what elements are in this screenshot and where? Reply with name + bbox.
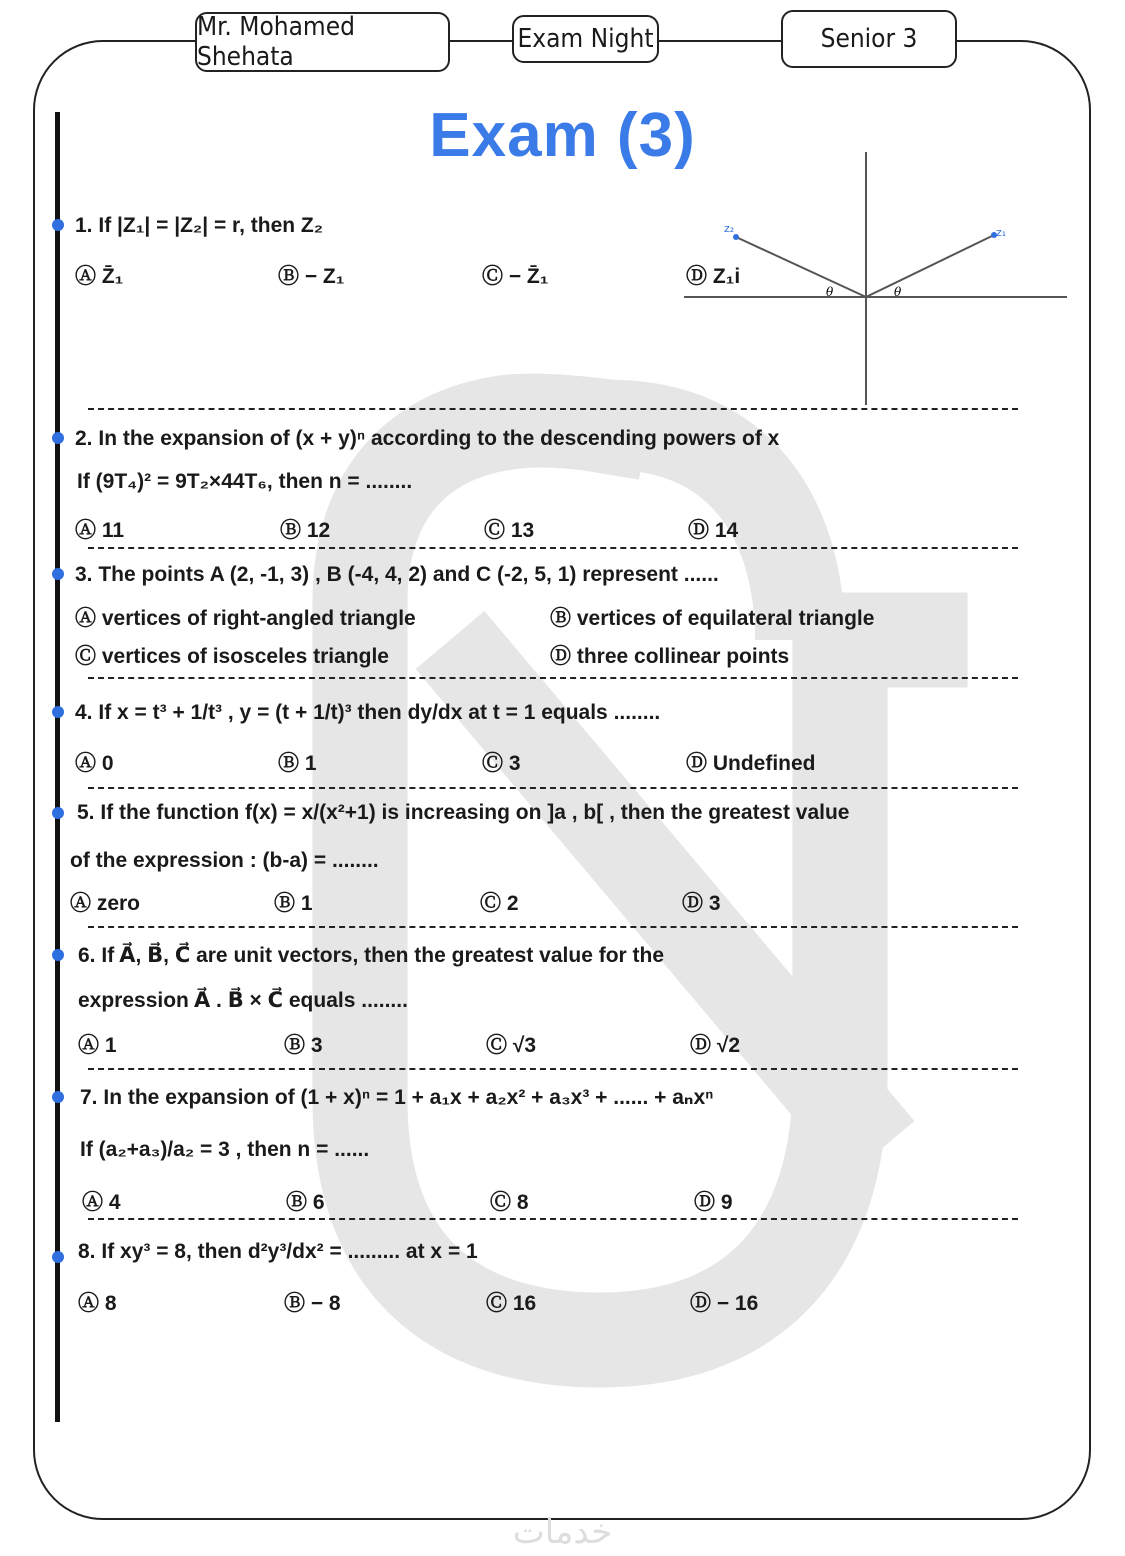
divider [88,1218,1018,1220]
label-z2: z₂ [724,222,735,235]
option-a[interactable]: Ⓐ vertices of right-angled triangle [75,607,416,630]
left-margin-line [55,112,60,1422]
option-c[interactable]: Ⓒ − Z̄₁ [482,265,549,288]
option-c[interactable]: Ⓒ 8 [490,1191,529,1214]
option-c[interactable]: Ⓒ vertices of isosceles triangle [75,645,389,668]
bullet [52,807,64,819]
option-c[interactable]: Ⓒ 2 [480,892,519,915]
option-d[interactable]: Ⓓ 14 [688,519,739,542]
option-b[interactable]: Ⓑ 12 [280,519,331,542]
divider [88,787,1018,789]
label-z1: z₁ [996,226,1007,239]
option-c[interactable]: Ⓒ 16 [486,1292,537,1315]
option-a[interactable]: Ⓐ 8 [78,1292,117,1315]
angle-left: θ [826,285,834,299]
bullet [52,706,64,718]
option-d[interactable]: Ⓓ three collinear points [550,645,790,668]
divider [88,677,1018,679]
question-6: 6. If A⃗, B⃗, C⃗ are unit vectors, then the greatest value for the [78,944,665,967]
option-a[interactable]: Ⓐ zero [70,892,141,915]
question-2: 2. In the expansion of (x + y)ⁿ according to the descending powers of x [75,427,780,450]
option-b[interactable]: Ⓑ 3 [284,1034,323,1057]
question-1: 1. If |Z₁| = |Z₂| = r, then Z₂ [75,214,324,237]
option-a[interactable]: Ⓐ 1 [78,1034,117,1057]
option-a[interactable]: Ⓐ Z̄₁ [75,265,124,288]
option-b[interactable]: Ⓑ − 8 [284,1292,341,1315]
option-d[interactable]: Ⓓ − 16 [690,1292,759,1315]
option-b[interactable]: Ⓑ 6 [286,1191,325,1214]
option-d[interactable]: Ⓓ Z₁i [686,265,741,288]
option-d[interactable]: Ⓓ √2 [690,1034,741,1057]
option-b[interactable]: Ⓑ − Z₁ [278,265,345,288]
bullet [52,568,64,580]
session-tab: Exam Night [512,15,659,63]
option-a[interactable]: Ⓐ 4 [82,1191,121,1214]
complex-plane-diagram [684,150,1074,410]
option-d[interactable]: Ⓓ Undefined [686,752,816,775]
question-5: 5. If the function f(x) = x/(x²+1) is increasing on ]a , b[ , then the greatest value [77,801,850,824]
question-8: 8. If xy³ = 8, then d²y³/dx² = ......... at x = 1 [78,1240,478,1263]
question-3: 3. The points A (2, -1, 3) , B (-4, 4, 2) and C (-2, 5, 1) represent ...... [75,563,719,586]
option-a[interactable]: Ⓐ 11 [75,519,125,542]
option-c[interactable]: Ⓒ 13 [484,519,535,542]
option-b[interactable]: Ⓑ 1 [278,752,317,775]
question-7-line-2: If (a₂+a₃)/a₂ = 3 , then n = ...... [80,1138,370,1161]
option-d[interactable]: Ⓓ 3 [682,892,721,915]
page-title: Exam (3) [429,101,696,170]
option-c[interactable]: Ⓒ 3 [482,752,521,775]
divider [88,408,1018,410]
angle-right: θ [894,285,902,299]
option-d[interactable]: Ⓓ 9 [694,1191,733,1214]
vector-z2 [736,237,866,297]
bullet [52,1091,64,1103]
divider [88,1068,1018,1070]
bullet [52,432,64,444]
bullet [52,219,64,231]
grade-tab: Senior 3 [781,10,957,68]
divider [88,547,1018,549]
option-c[interactable]: Ⓒ √3 [486,1034,537,1057]
teacher-tab: Mr. Mohamed Shehata [195,12,450,72]
question-7: 7. In the expansion of (1 + x)ⁿ = 1 + a₁x + a₂x² + a₃x³ + ...... + aₙxⁿ [80,1086,714,1109]
question-5-line-2: of the expression : (b-a) = ........ [70,849,379,872]
option-b[interactable]: Ⓑ vertices of equilateral triangle [550,607,875,630]
question-2-line-2: If (9T₄)² = 9T₂×44T₆, then n = ........ [77,470,413,493]
question-4: 4. If x = t³ + 1/t³ , y = (t + 1/t)³ then dy/dx at t = 1 equals ........ [75,701,661,724]
option-a[interactable]: Ⓐ 0 [75,752,114,775]
bullet [52,1251,64,1263]
option-b[interactable]: Ⓑ 1 [274,892,313,915]
bullet [52,949,64,961]
question-6-line-2: expression A⃗ . B⃗ × C⃗ equals ........ [78,989,408,1012]
divider [88,926,1018,928]
vector-z1 [866,235,994,297]
footer-watermark: خدمات [512,1513,613,1551]
